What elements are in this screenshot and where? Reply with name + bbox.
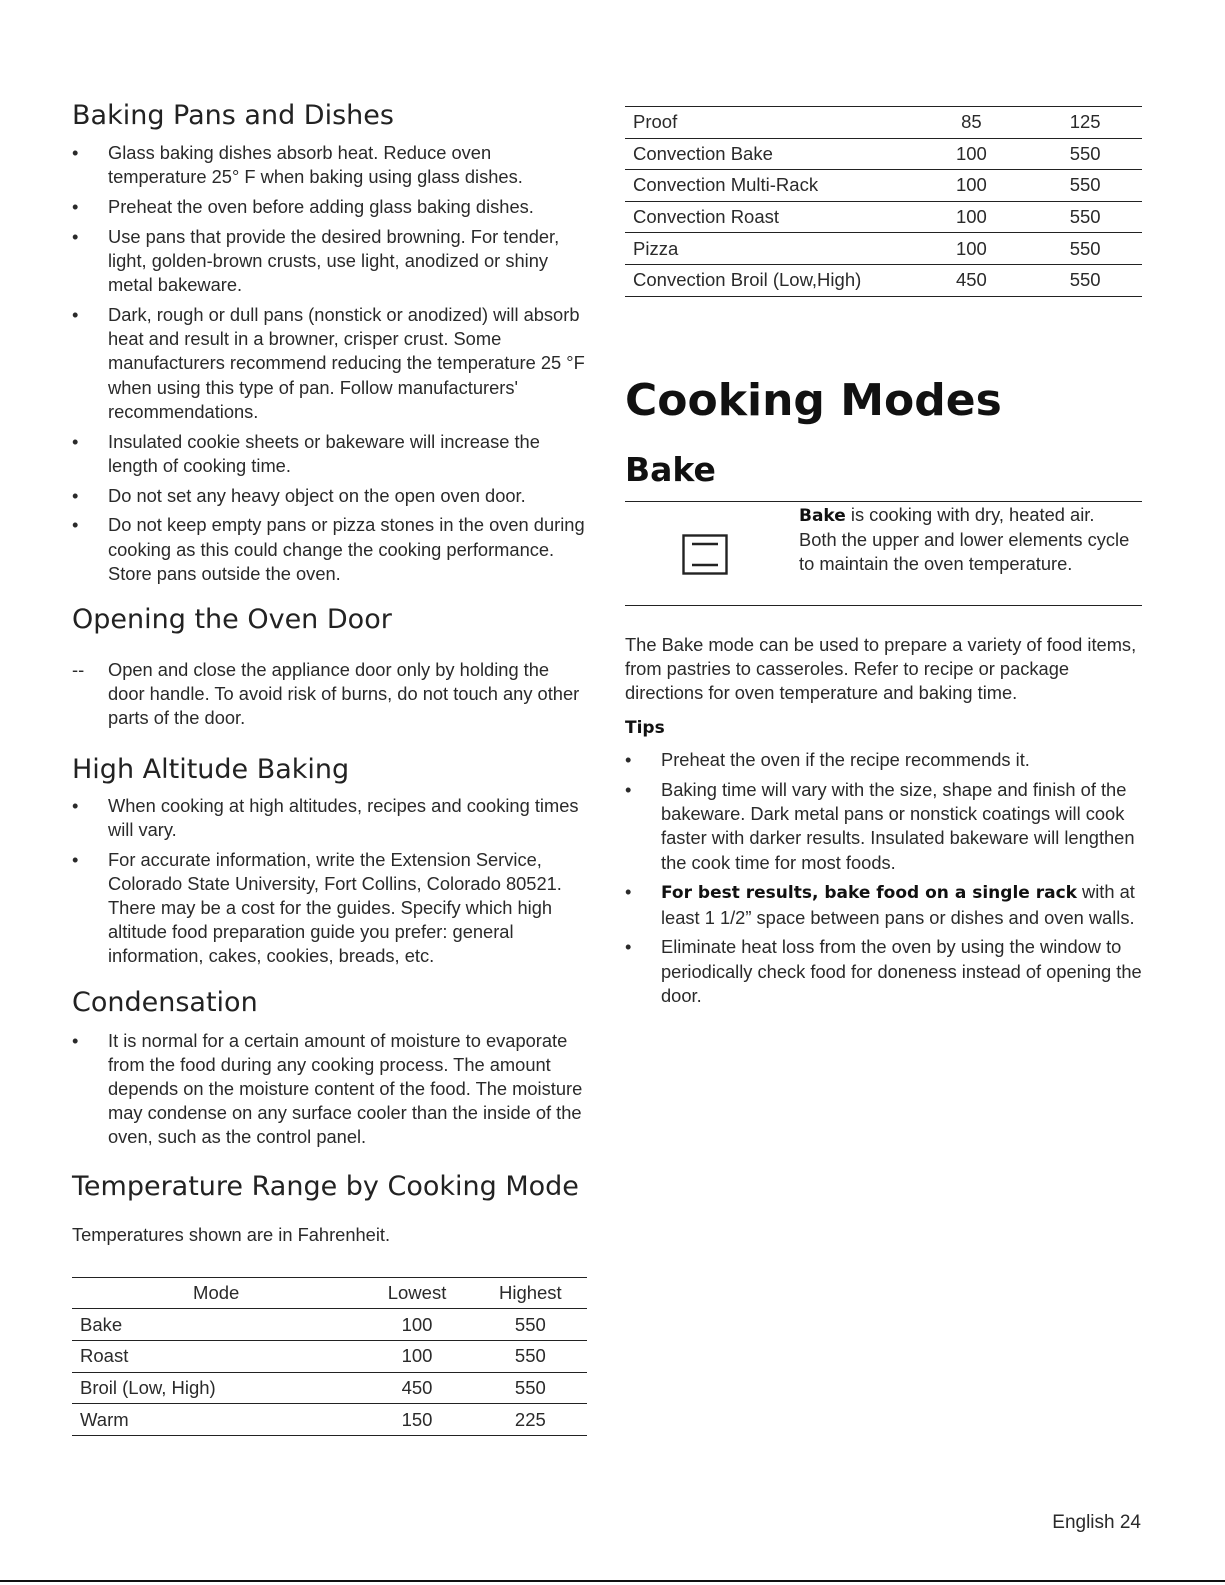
list-item: • Eliminate heat loss from the oven by using the window to periodically check food for doneness instead of opening the door. — [625, 936, 1142, 1006]
list-item: • Glass baking dishes absorb heat. Reduce oven temperature 25° F when baking using glass dishes. — [72, 142, 523, 188]
table-row: Proof 85 125 — [625, 107, 1142, 139]
table-row: Broil (Low, High) 450 550 — [72, 1372, 587, 1404]
tips-list — [625, 748, 1142, 1008]
left-column — [72, 98, 587, 1436]
list-item: • Preheat the oven before adding glass baking dishes. — [72, 196, 534, 217]
list-item: • Insulated cookie sheets or bakeware will increase the length of cooking time. — [72, 430, 540, 476]
list-item: -- Open and close the appliance door only by holding the door handle. To avoid risk of burns, do not touch any other parts of the door. — [72, 659, 580, 729]
table-row: Pizza 100 550 — [625, 233, 1142, 265]
temperature-note: Temperatures shown are in Fahrenheit. — [72, 1223, 391, 1245]
oven-door-heading: Opening the Oven Door — [72, 604, 392, 636]
table-row: Convection Roast 100 550 — [625, 201, 1142, 233]
high-altitude-heading: High Altitude Baking — [72, 753, 350, 785]
table-row: Bake 100 550 — [72, 1309, 587, 1341]
right-column — [625, 106, 1142, 1014]
bake-title: Bake — [625, 449, 716, 489]
oven-door-list — [72, 658, 587, 731]
table-row: Roast 100 550 — [72, 1341, 587, 1373]
page-footer: English 24 — [1052, 1512, 1141, 1533]
list-item: • Do not set any heavy object on the open oven door. — [72, 484, 526, 506]
temperature-table — [72, 1277, 587, 1436]
bake-info-box — [625, 501, 1142, 606]
bake-paragraph: The Bake mode can be used to prepare a variety of food items, from pastries to casseroles. Refer to recipe or package directions for oven temperature and baking time. — [625, 633, 1137, 703]
column-header-lowest: Lowest — [360, 1277, 473, 1309]
tips-heading: Tips — [625, 718, 665, 739]
baking-pans-list — [72, 141, 587, 586]
baking-pans-heading: Baking Pans and Dishes — [72, 100, 394, 131]
column-header-highest: Highest — [474, 1277, 587, 1309]
list-item: • Dark, rough or dull pans (nonstick or anodized) will absorb heat and result in a browner, crisper crust. Some manufacturers recommend reducing the temperature 25 °F when using this type of pan. Follow manufacturers' recommendations. — [72, 304, 585, 422]
condensation-heading: Condensation — [72, 986, 258, 1018]
list-item: • For best results, bake food on a single rack with at least 1 1/2” space between pans or dishes and oven walls. — [625, 881, 1135, 928]
condensation-list — [72, 1029, 587, 1150]
table-row: Convection Multi-Rack 100 550 — [625, 170, 1142, 202]
high-altitude-list — [72, 794, 587, 969]
page-bottom-rule — [0, 1580, 1225, 1582]
list-item: • Preheat the oven if the recipe recommends it. — [625, 749, 1030, 771]
bake-description: Bake is cooking with dry, heated air. Both the upper and lower elements cycle to maintain the oven temperature. — [799, 503, 1130, 574]
list-item: • For accurate information, write the Extension Service, Colorado State University, Fort Collins, Colorado 80521. There may be a cost for the guides. Specify which high altitude food preparation guide you prefer: general information, cakes, cookies, breads, etc. — [72, 848, 562, 967]
list-item: • When cooking at high altitudes, recipes and cooking times will vary. — [72, 794, 579, 840]
table-row: Convection Bake 100 550 — [625, 138, 1142, 170]
table-header-row — [72, 1277, 587, 1309]
table-row: Convection Broil (Low,High) 450 550 — [625, 264, 1142, 296]
list-item: • Baking time will vary with the size, shape and finish of the bakeware. Dark metal pans or nonstick coatings will cook faster with darker results. Insulated bakeware will lengthen the cook time for most foods. — [625, 778, 1135, 873]
list-item: • Do not keep empty pans or pizza stones in the oven during cooking as this could change the cooking performance. Store pans outside the oven. — [72, 514, 585, 584]
list-item: • Use pans that provide the desired browning. For tender, light, golden-brown crusts, use light, anodized or shiny metal bakeware. — [72, 225, 560, 296]
list-item: • It is normal for a certain amount of moisture to evaporate from the food during any cooking process. The amount depends on the moisture content of the food. The moisture may condense on any surface cooler than the inside of the oven, such as the control panel. — [72, 1029, 583, 1148]
temperature-table-continued — [625, 106, 1142, 297]
cooking-modes-title: Cooking Modes — [625, 374, 1002, 426]
temperature-range-heading: Temperature Range by Cooking Mode — [72, 1170, 579, 1202]
column-header-mode: Mode — [72, 1277, 360, 1309]
bake-mode-icon — [682, 534, 728, 575]
table-row: Warm 150 225 — [72, 1404, 587, 1436]
